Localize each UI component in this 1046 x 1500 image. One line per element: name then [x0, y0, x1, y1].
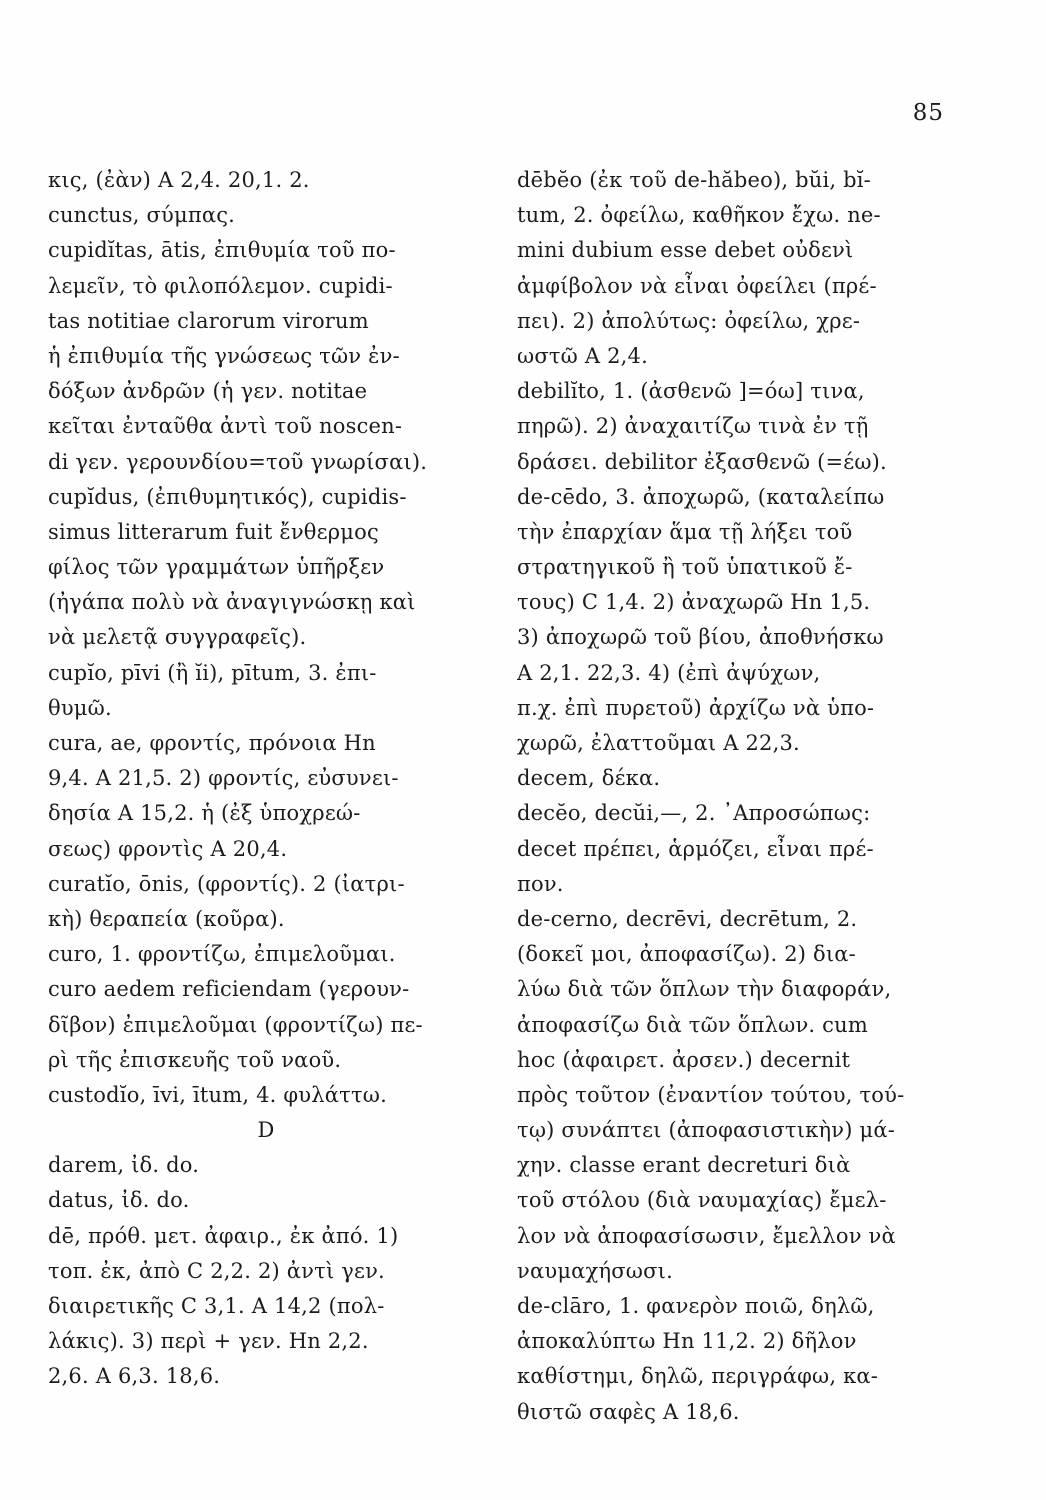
entry-line: dēbĕo (ἐκ τοῦ de-hăbeo), bŭi, bĭ- — [517, 168, 871, 192]
entry-line: διαιρετικῆς C 3,1. A 14,2 (πολ- — [48, 1294, 385, 1318]
entry-line: dē, πρόθ. μετ. ἀφαιρ., ἐκ ἀπό. 1) — [48, 1223, 399, 1248]
section-letter-heading: D — [257, 1118, 275, 1143]
entry-line: λεμεῖν, τὸ φιλοπόλεμον. cupidi- — [48, 273, 393, 298]
page-number: 85 — [912, 100, 944, 126]
entry-line: ἀποφασίζω διὰ τῶν ὅπλων. cum — [517, 1012, 868, 1037]
entry-line: (ἠγάπα πολὺ νὰ ἀναγιγνώσκῃ καὶ — [48, 590, 416, 615]
entry-line: δόξων ἀνδρῶν (ἡ γεν. notitae — [48, 379, 368, 404]
entry-line: θυμῶ. — [48, 695, 112, 720]
entry-line: χωρῶ, ἐλαττοῦμαι A 22,3. — [517, 731, 800, 755]
entry-line: de-cēdo, 3. ἀποχωρῶ, (καταλείπω — [517, 484, 885, 509]
entry-line: cupĭdus, (ἐπιθυμητικός), cupidis- — [48, 484, 407, 509]
entry-line: cunctus, σύμπας. — [48, 203, 236, 228]
entry-line: σεως) φροντὶς A 20,4. — [48, 836, 288, 861]
entry-line: νὰ μελετᾷ συγγραφεῖς). — [48, 625, 307, 650]
entry-line: ρὶ τῆς ἐπισκευῆς τοῦ ναοῦ. — [48, 1047, 342, 1072]
entry-line: hoc (ἀφαιρετ. ἀρσεν.) decernit — [517, 1047, 851, 1072]
entry-line: κεῖται ἐνταῦθα ἀντὶ τοῦ noscen- — [48, 414, 403, 439]
entry-line: cupĭo, pīvi (ἢ ĭi), pītum, 3. ἐπι- — [48, 660, 377, 685]
entry-line: ωστῶ A 2,4. — [517, 343, 648, 368]
entry-line: decet πρέπει, ἁρμόζει, εἶναι πρέ- — [517, 836, 874, 861]
entry-line: κὴ) θεραπεία (κοῦρα). — [48, 906, 285, 931]
entry-line: curatĭo, ōnis, (φροντίς). 2 (ἰατρι- — [48, 871, 405, 896]
entry-line: 2,6. A 6,3. 18,6. — [48, 1364, 221, 1389]
entry-line: mini dubium esse debet οὐδενὶ — [517, 238, 854, 263]
entry-line: (δοκεῖ μοι, ἀποφασίζω). 2) δια- — [517, 942, 856, 967]
entry-line: φίλος τῶν γραμμάτων ὑπῆρξεν — [48, 555, 385, 580]
right-column — [517, 163, 957, 1430]
entry-line: θιστῶ σαφὲς A 18,6. — [517, 1399, 740, 1424]
entry-line: datus, ἰδ. do. — [48, 1188, 190, 1213]
entry-line: A 2,1. 22,3. 4) (ἐπὶ ἀψύχων, — [517, 660, 821, 685]
entry-line: curo aedem reficiendam (γερουν- — [48, 977, 410, 1002]
entry-line: tum, 2. ὀφείλω, καθῆκον ἔχω. ne- — [517, 203, 881, 228]
entry-line: πον. — [517, 871, 564, 896]
entry-line: de-clāro, 1. φανερὸν ποιῶ, δηλῶ, — [517, 1294, 875, 1318]
entry-line: πρὸς τοῦτον (ἐναντίον τούτου, τού- — [517, 1082, 905, 1107]
entry-line: ναυμαχήσωσι. — [517, 1258, 673, 1283]
entry-line: decem, δέκα. — [517, 766, 661, 791]
entry-line: δῖβον) ἐπιμελοῦμαι (φροντίζω) πε- — [48, 1012, 423, 1037]
entry-line: λον νὰ ἀποφασίσωσιν, ἔμελλον νὰ — [517, 1223, 896, 1248]
entry-line: τοῦ στόλου (διὰ ναυμαχίας) ἔμελ- — [517, 1188, 887, 1213]
entry-line: 9,4. A 21,5. 2) φροντίς, εὐσυνει- — [48, 766, 399, 791]
entry-line: cupidĭtas, ātis, ἐπιθυμία τοῦ πο- — [48, 238, 396, 263]
entry-line: δράσει. debilitor ἐξασθενῶ (=έω). — [517, 449, 887, 474]
entry-line: darem, ἰδ. do. — [48, 1153, 200, 1178]
entry-line: cura, ae, φροντίς, πρόνοια Hn — [48, 731, 376, 755]
entry-line: curo, 1. φροντίζω, ἐπιμελοῦμαι. — [48, 942, 396, 967]
left-column — [48, 163, 494, 1395]
entry-line: πει). 2) ἀπολύτως: ὀφείλω, χρε- — [517, 308, 861, 333]
entry-line: debilĭto, 1. (ἀσθενῶ ]=όω] τινα, — [517, 379, 865, 404]
entry-line: tas notitiae clarorum virorum — [48, 308, 369, 333]
entry-line: de-cerno, decrēvi, decrētum, 2. — [517, 906, 858, 931]
entry-line: τῳ) συνάπτει (ἀποφασιστικὴν) μά- — [517, 1118, 895, 1143]
entry-line: λύω διὰ τῶν ὅπλων τὴν διαφοράν, — [517, 977, 892, 1002]
entry-line: τοπ. ἐκ, ἀπὸ C 2,2. 2) ἀντὶ γεν. — [48, 1258, 385, 1283]
entry-line: ἀμφίβολον νὰ εἶναι ὀφείλει (πρέ- — [517, 273, 877, 298]
entry-line: π.χ. ἐπὶ πυρετοῦ) ἀρχίζω νὰ ὑπο- — [517, 695, 875, 720]
entry-line: τους) C 1,4. 2) ἀναχωρῶ Hn 1,5. — [517, 590, 871, 615]
entry-line: di γεν. γερουνδίου=τοῦ γνωρίσαι). — [48, 449, 428, 474]
entry-line: custodĭo, īvi, ītum, 4. φυλάττω. — [48, 1082, 387, 1107]
entry-line: καθίστημι, δηλῶ, περιγράφω, κα- — [517, 1364, 879, 1389]
entry-line: 3) ἀποχωρῶ τοῦ βίου, ἀποθνήσκω — [517, 625, 884, 650]
entry-line: δησία A 15,2. ἡ (ἐξ ὑποχρεώ- — [48, 801, 361, 826]
entry-line: simus litterarum fuit ἔνθερμος — [48, 519, 379, 544]
entry-line: τὴν ἐπαρχίαν ἅμα τῇ λήξει τοῦ — [517, 519, 853, 544]
entry-line: κις, (ἐὰν) A 2,4. 20,1. 2. — [48, 168, 310, 192]
entry-line: χην. classe erant decreturi διὰ — [517, 1153, 851, 1178]
entry-line: στρατηγικοῦ ἢ τοῦ ὑπατικοῦ ἔ- — [517, 555, 853, 580]
entry-line: ἀποκαλύπτω Hn 11,2. 2) δῆλον — [517, 1329, 857, 1354]
entry-line: decĕo, decŭi,—, 2. ᾿Απροσώπως: — [517, 801, 871, 826]
entry-line: ἡ ἐπιθυμία τῆς γνώσεως τῶν ἐν- — [48, 343, 400, 368]
entry-line: πηρῶ). 2) ἀναχαιτίζω τινὰ ἐν τῇ — [517, 414, 869, 439]
entry-line: λάκις). 3) περὶ + γεν. Hn 2,2. — [48, 1329, 369, 1354]
